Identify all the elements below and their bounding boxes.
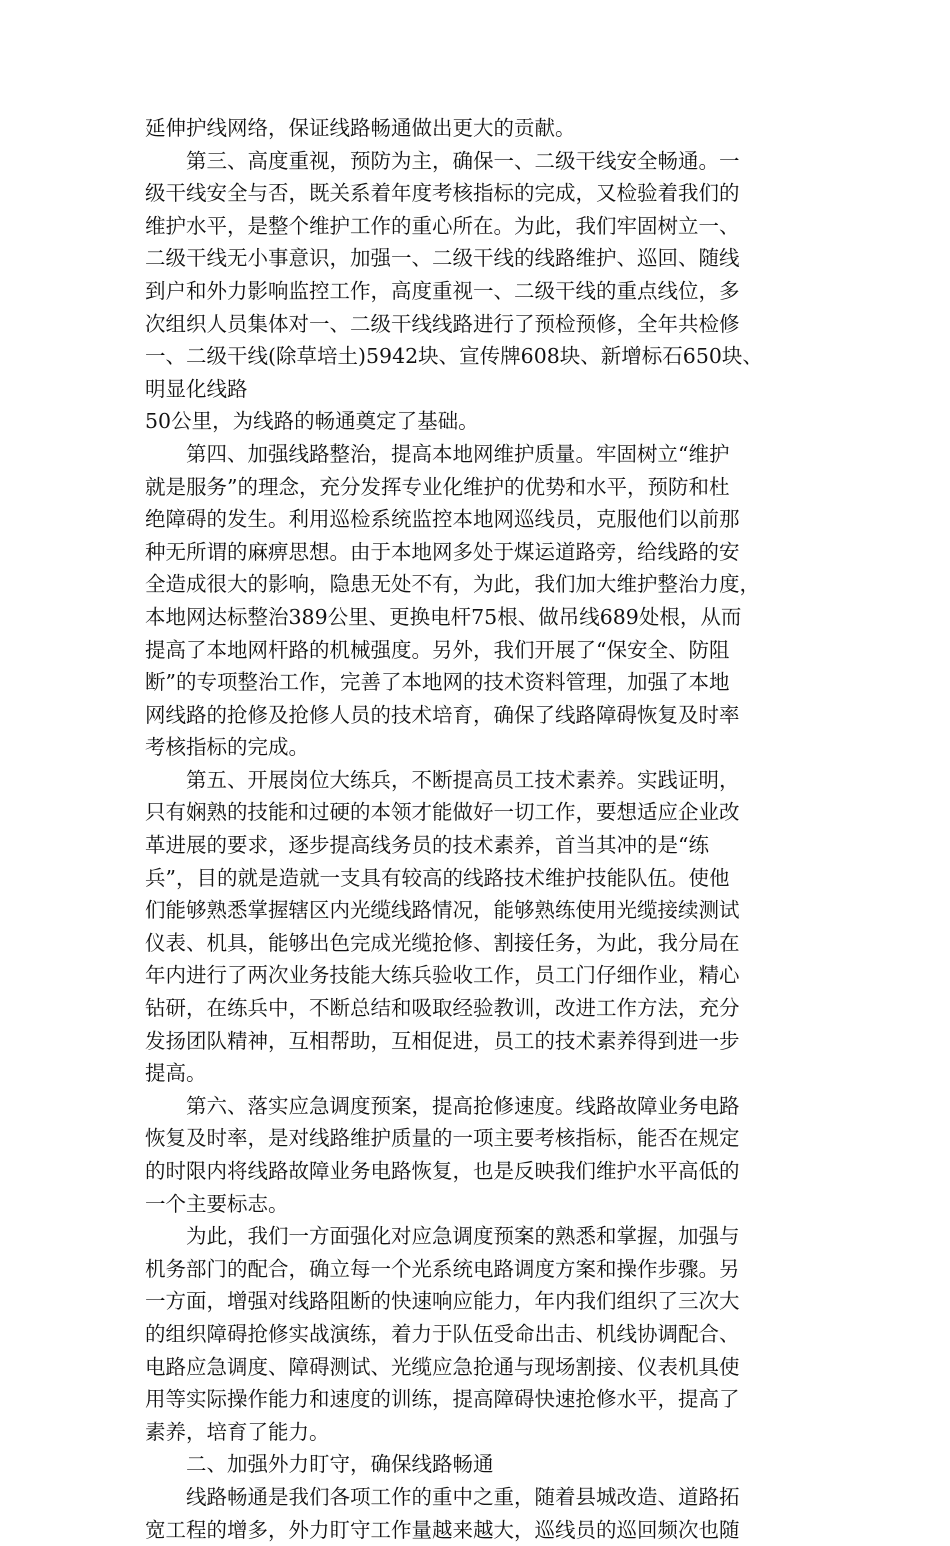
text-line: 维护水平，是整个维护工作的重心所在。为此，我们牢固树立一、	[145, 213, 740, 238]
text-line: 二、加强外力盯守，确保线路畅通	[145, 1452, 494, 1477]
text-line: 提高了本地网杆路的机械强度。另外，我们开展了“保安全、防阻	[145, 637, 730, 662]
text-line: 提高。	[145, 1061, 207, 1086]
text-line: 明显化线路	[145, 376, 248, 401]
text-line: 恢复及时率，是对线路维护质量的一项主要考核指标，能否在规定	[145, 1126, 740, 1151]
text-line: 为此，我们一方面强化对应急调度预案的熟悉和掌握，加强与	[145, 1224, 740, 1249]
text-line: 只有娴熟的技能和过硬的本领才能做好一切工作，要想适应企业改	[145, 800, 740, 825]
text-line: 第四、加强线路整治，提高本地网维护质量。牢固树立“维护	[145, 441, 730, 466]
text-line: 素养，培育了能力。	[145, 1419, 330, 1444]
text-line: 宽工程的增多，外力盯守工作量越来越大，巡线员的巡回频次也随	[145, 1517, 740, 1542]
text-line: 第三、高度重视，预防为主，确保一、二级干线安全畅通。一	[145, 148, 740, 173]
text-line: 用等实际操作能力和速度的训练，提高障碍快速抢修水平，提高了	[145, 1387, 740, 1412]
text-line: 电路应急调度、障碍测试、光缆应急抢通与现场割接、仪表机具使	[145, 1354, 740, 1379]
text-line: 第六、落实应急调度预案，提高抢修速度。线路故障业务电路	[145, 1093, 740, 1118]
text-line: 次组织人员集体对一、二级干线线路进行了预检预修，全年共检修	[145, 311, 740, 336]
text-line: 本地网达标整治389公里、更换电杆75根、做吊线689处根，从而	[145, 604, 742, 629]
text-line: 绝障碍的发生。利用巡检系统监控本地网巡线员，克服他们以前那	[145, 507, 740, 532]
text-line: 年内进行了两次业务技能大练兵验收工作，员工门仔细作业，精心	[145, 963, 740, 988]
text-line: 第五、开展岗位大练兵，不断提高员工技术素养。实践证明，	[145, 767, 740, 792]
text-line: 二级干线无小事意识，加强一、二级干线的线路维护、巡回、随线	[145, 246, 740, 271]
text-line: 网线路的抢修及抢修人员的技术培育，确保了线路障碍恢复及时率	[145, 702, 740, 727]
text-line: 一个主要标志。	[145, 1191, 289, 1216]
text-line: 断”的专项整治工作，完善了本地网的技术资料管理，加强了本地	[145, 670, 730, 695]
text-line: 考核指标的完成。	[145, 735, 309, 760]
text-line: 们能够熟悉掌握辖区内光缆线路情况，能够熟练使用光缆接续测试	[145, 898, 740, 923]
text-line: 的组织障碍抢修实战演练，着力于队伍受命出击、机线协调配合、	[145, 1321, 740, 1346]
text-line: 一方面，增强对线路阻断的快速响应能力，年内我们组织了三次大	[145, 1289, 740, 1314]
text-line: 革进展的要求，逐步提高线务员的技术素养，首当其冲的是“练	[145, 833, 709, 858]
document-page	[145, 112, 825, 1546]
text-line: 兵”，目的就是造就一支具有较高的线路技术维护技能队伍。使他	[145, 865, 730, 890]
text-line: 仪表、机具，能够出色完成光缆抢修、割接任务，为此，我分局在	[145, 930, 740, 955]
text-line: 线路畅通是我们各项工作的重中之重，随着县城改造、道路拓	[145, 1484, 740, 1509]
text-line: 到户和外力影响监控工作，高度重视一、二级干线的重点线位，多	[145, 278, 740, 303]
text-line: 种无所谓的麻痹思想。由于本地网多处于煤运道路旁，给线路的安	[145, 539, 740, 564]
text-line: 机务部门的配合，确立每一个光系统电路调度方案和操作步骤。另	[145, 1256, 740, 1281]
text-line: 一、二级干线(除草培土)5942块、宣传牌608块、新增标石650块、	[145, 344, 763, 369]
text-line: 全造成很大的影响，隐患无处不有，为此，我们加大维护整治力度，	[145, 572, 760, 597]
text-line: 50公里，为线路的畅通奠定了基础。	[145, 409, 479, 434]
text-line: 发扬团队精神，互相帮助，互相促进，员工的技术素养得到进一步	[145, 1028, 740, 1053]
text-line: 延伸护线网络，保证线路畅通做出更大的贡献。	[145, 116, 576, 140]
text-line: 的时限内将线路故障业务电路恢复，也是反映我们维护水平高低的	[145, 1159, 740, 1183]
text-line: 级干线安全与否，既关系着年度考核指标的完成，又检验着我们的	[145, 181, 740, 206]
text-line: 就是服务”的理念，充分发挥专业化维护的优势和水平，预防和杜	[145, 474, 730, 499]
text-line: 钻研，在练兵中，不断总结和吸取经验教训，改进工作方法，充分	[145, 996, 740, 1021]
